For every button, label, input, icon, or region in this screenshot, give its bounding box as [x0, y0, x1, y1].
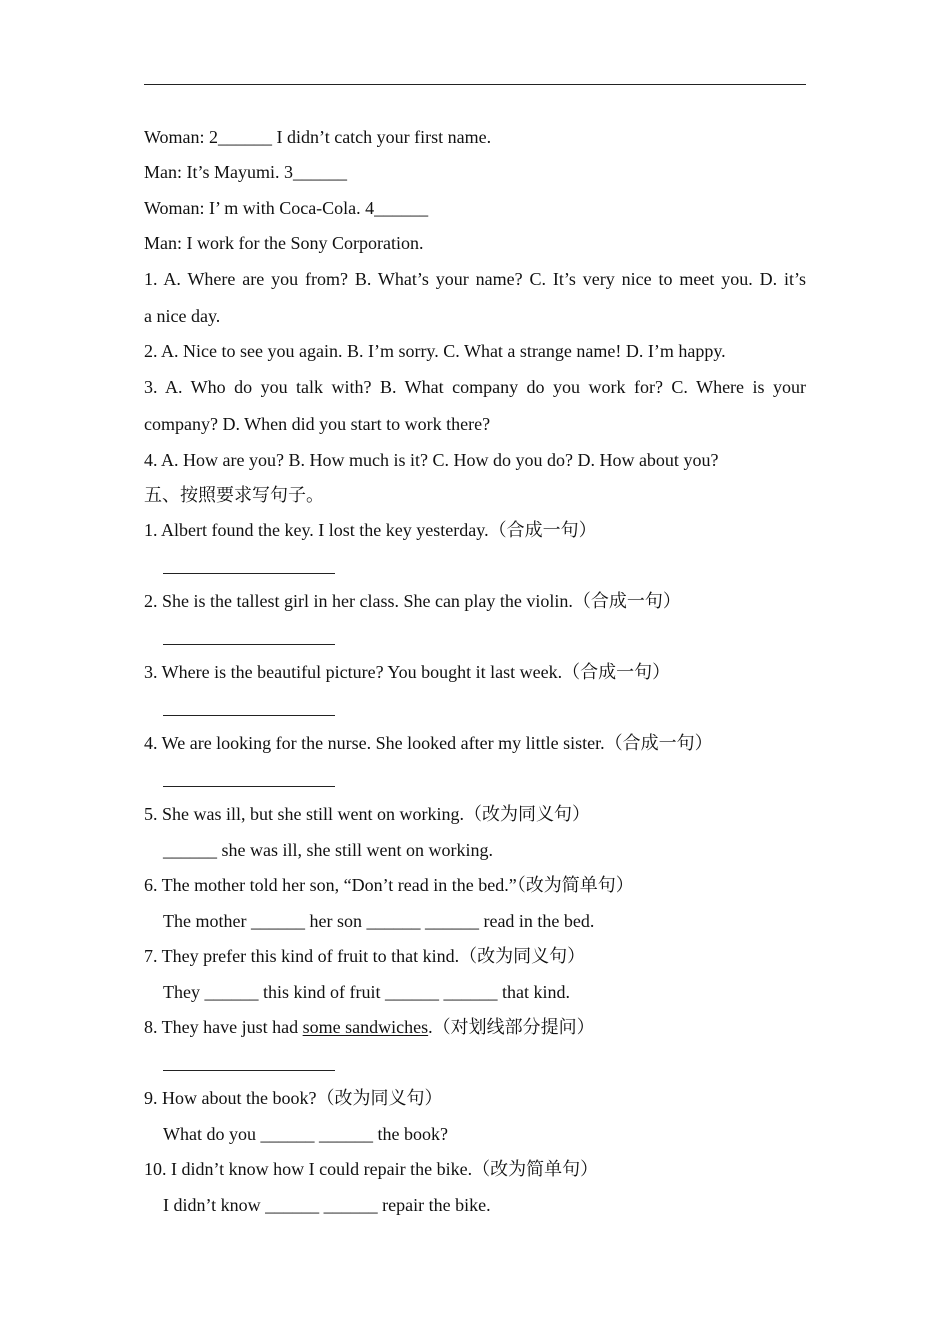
question-6: 6. The mother told her son, “Don’t read in the bed.”（改为简单句） — [144, 875, 634, 895]
question-1: 1. Albert found the key. I lost the key yesterday.（合成一句） — [144, 520, 597, 540]
question-3: 3. Where is the beautiful picture? You bought it last week.（合成一句） — [144, 662, 671, 682]
header-rule — [144, 84, 806, 85]
option-q3-line1: 3. A. Who do you talk with? B. What company do you work for? C. Where is your — [144, 377, 806, 397]
dialogue-woman-2: Woman: I’ m with Coca-Cola. 4______ — [144, 198, 429, 218]
answer-line-10[interactable]: I didn’t know ______ ______ repair the bike. — [163, 1195, 491, 1215]
question-8-text: 8. They have just had — [144, 1017, 303, 1037]
question-10: 10. I didn’t know how I could repair the bike.（改为简单句） — [144, 1159, 599, 1179]
option-q2: 2. A. Nice to see you again. B. I’m sorry. C. What a strange name! D. I’m happy. — [144, 341, 726, 361]
dialogue-man-1: Man: It’s Mayumi. 3______ — [144, 162, 347, 182]
question-9: 9. How about the book?（改为同义句） — [144, 1088, 443, 1108]
question-8 — [144, 1015, 806, 1039]
answer-line-9[interactable]: What do you ______ ______ the book? — [163, 1124, 448, 1144]
question-4: 4. We are looking for the nurse. She looked after my little sister.（合成一句） — [144, 733, 713, 753]
dialogue-man-2: Man: I work for the Sony Corporation. — [144, 233, 424, 253]
answer-blank-4[interactable] — [163, 786, 335, 787]
question-2: 2. She is the tallest girl in her class. She can play the violin.（合成一句） — [144, 591, 681, 611]
option-q1-line2: a nice day. — [144, 306, 221, 326]
question-7: 7. They prefer this kind of fruit to that kind.（改为同义句） — [144, 946, 586, 966]
question-8-instruction: .（对划线部分提问） — [428, 1017, 595, 1037]
answer-blank-1[interactable] — [163, 573, 335, 574]
answer-line-6[interactable]: The mother ______ her son ______ ______ read in the bed. — [163, 911, 595, 931]
underlined-phrase: some sandwiches — [302, 1017, 429, 1037]
dialogue-woman-1: Woman: 2______ I didn’t catch your first name. — [144, 127, 492, 147]
question-5: 5. She was ill, but she still went on working.（改为同义句） — [144, 804, 590, 824]
option-q4: 4. A. How are you? B. How much is it? C. How do you do? D. How about you? — [144, 450, 719, 470]
answer-blank-8[interactable] — [163, 1070, 335, 1071]
section-heading: 五、按照要求写句子。 — [144, 485, 324, 505]
option-q1-line1: 1. A. Where are you from? B. What’s your name? C. It’s very nice to meet you. D. it’s — [144, 269, 806, 289]
option-q3-line2: company? D. When did you start to work there? — [144, 414, 491, 434]
answer-blank-2[interactable] — [163, 644, 335, 645]
answer-line-5[interactable]: ______ she was ill, she still went on working. — [163, 840, 493, 860]
answer-blank-3[interactable] — [163, 715, 335, 716]
answer-line-7[interactable]: They ______ this kind of fruit ______ ______ that kind. — [163, 982, 570, 1002]
